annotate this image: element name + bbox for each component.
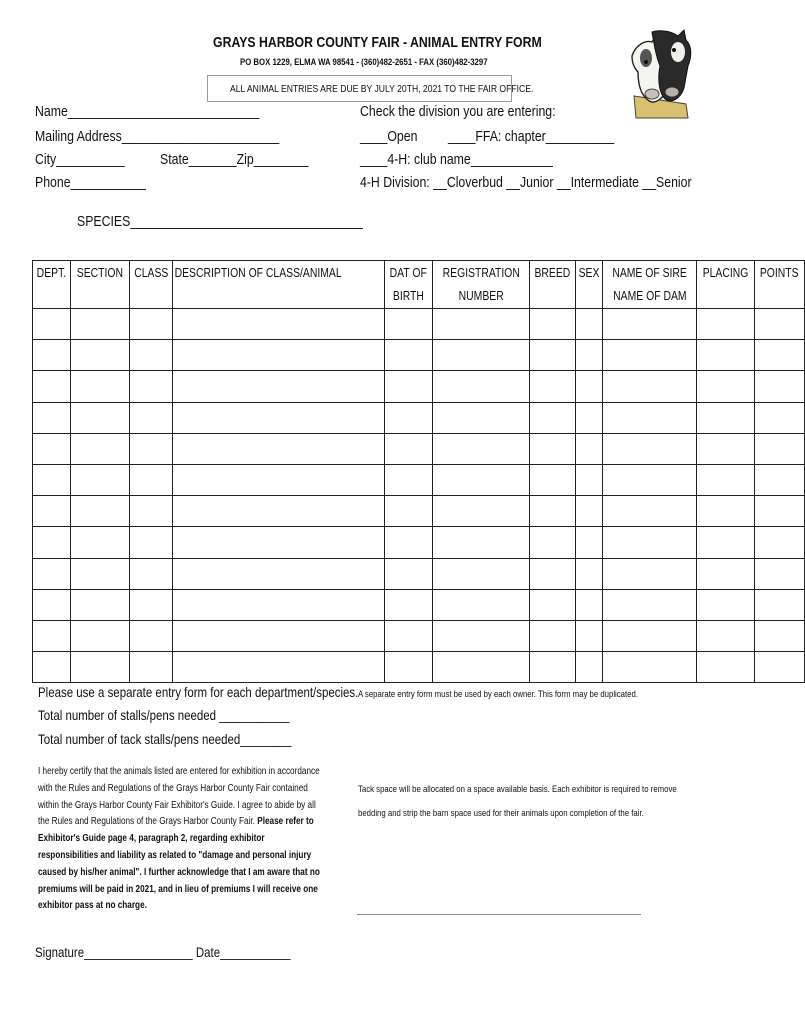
table-row (33, 464, 805, 495)
table-cell[interactable] (33, 309, 71, 340)
table-cell[interactable] (602, 558, 696, 589)
table-cell[interactable] (755, 433, 804, 464)
table-cell[interactable] (173, 309, 385, 340)
division-open[interactable]: ____Open (360, 128, 418, 145)
table-cell[interactable] (755, 620, 804, 651)
table-cell[interactable] (385, 309, 432, 340)
table-row (33, 496, 805, 527)
table-cell[interactable] (697, 340, 755, 371)
column-header (432, 261, 530, 309)
table-cell[interactable] (70, 464, 129, 495)
table-cell[interactable] (129, 652, 173, 683)
table-cell[interactable] (575, 340, 602, 371)
table-cell[interactable] (173, 589, 385, 620)
table-cell[interactable] (432, 433, 530, 464)
certification-bold: Please refer to Exhibitor's Guide page 4, paragraph 2, regarding exhibitor responsibilities and liability as related to "damage and personal injury caused by his/her animal". I further acknowledge that I am aware that no premiums will be paid in 2021, and in lieu of premiums I will receive one exhibitor pass at no charge. (38, 816, 320, 912)
table-cell[interactable] (385, 558, 432, 589)
table-cell[interactable] (755, 309, 804, 340)
column-header (385, 261, 432, 309)
table-cell[interactable] (697, 589, 755, 620)
table-cell[interactable] (129, 464, 173, 495)
column-header (129, 261, 173, 309)
table-cell[interactable] (173, 652, 385, 683)
table-cell[interactable] (530, 620, 576, 651)
table-cell[interactable] (70, 371, 129, 402)
table-cell[interactable] (575, 433, 602, 464)
table-cell[interactable] (575, 527, 602, 558)
column-header-line1: POINTS (759, 265, 799, 280)
table-cell[interactable] (33, 652, 71, 683)
table-cell[interactable] (432, 496, 530, 527)
table-cell[interactable] (575, 652, 602, 683)
deadline-notice: ALL ANIMAL ENTRIES ARE DUE BY JULY 20TH, 2021 TO THE FAIR OFFICE. (230, 84, 534, 95)
column-header (70, 261, 129, 309)
table-cell[interactable] (173, 464, 385, 495)
table-cell[interactable] (70, 340, 129, 371)
table-row (33, 371, 805, 402)
table-cell[interactable] (129, 527, 173, 558)
signature-date-field[interactable]: Signature_________________ Date___________ (35, 944, 291, 960)
table-cell[interactable] (173, 496, 385, 527)
table-cell[interactable] (33, 620, 71, 651)
table-cell[interactable] (602, 340, 696, 371)
table-cell[interactable] (602, 527, 696, 558)
column-header-line1: BREED (534, 265, 571, 280)
table-cell[interactable] (575, 309, 602, 340)
column-header (697, 261, 755, 309)
table-cell[interactable] (70, 433, 129, 464)
table-cell[interactable] (173, 402, 385, 433)
species-field[interactable]: SPECIES__________________________________ (77, 213, 363, 230)
column-header-line1: PLACING (702, 265, 749, 280)
table-row (33, 402, 805, 433)
table-cell[interactable] (697, 527, 755, 558)
table-cell[interactable] (697, 402, 755, 433)
table-cell[interactable] (530, 433, 576, 464)
separate-form-note: Please use a separate entry form for each department/species. (38, 684, 359, 700)
column-header-line2: BIRTH (392, 288, 424, 303)
entry-table (32, 260, 805, 683)
table-cell[interactable] (33, 371, 71, 402)
certification-normal: I hereby certify that the animals listed are entered for exhibition in accordance with the Rules and Regulations of the Grays Harbor County Fair contained within the Grays Harbor County Fair Exhibitor's Guide. I agree to abide by all the Rules and Regulations of the Grays Harbor County Fair. (38, 766, 320, 828)
table-cell[interactable] (70, 652, 129, 683)
table-cell[interactable] (697, 433, 755, 464)
table-cell[interactable] (697, 558, 755, 589)
table-cell[interactable] (129, 589, 173, 620)
table-cell[interactable] (33, 464, 71, 495)
table-cell[interactable] (755, 340, 804, 371)
table-cell[interactable] (755, 496, 804, 527)
table-cell[interactable] (530, 371, 576, 402)
table-cell[interactable] (602, 652, 696, 683)
table-cell[interactable] (697, 371, 755, 402)
table-cell[interactable] (755, 402, 804, 433)
table-cell[interactable] (173, 527, 385, 558)
table-cell[interactable] (129, 309, 173, 340)
table-cell[interactable] (385, 433, 432, 464)
form-title: GRAYS HARBOR COUNTY FAIR - ANIMAL ENTRY FORM (213, 34, 542, 51)
table-cell[interactable] (173, 558, 385, 589)
table-cell[interactable] (530, 589, 576, 620)
table-cell[interactable] (129, 620, 173, 651)
table-cell[interactable] (385, 340, 432, 371)
division-ffa[interactable]: ____FFA: chapter__________ (448, 128, 615, 145)
column-header-line1: CLASS (133, 265, 169, 280)
table-cell[interactable] (530, 402, 576, 433)
table-cell[interactable] (173, 433, 385, 464)
table-cell[interactable] (173, 340, 385, 371)
table-cell[interactable] (602, 402, 696, 433)
table-cell[interactable] (432, 309, 530, 340)
column-header (602, 261, 696, 309)
table-row (33, 340, 805, 371)
table-cell[interactable] (33, 433, 71, 464)
stalls-field[interactable]: Total number of stalls/pens needed ___________ (38, 707, 290, 723)
table-cell[interactable] (432, 589, 530, 620)
table-cell[interactable] (173, 371, 385, 402)
table-cell[interactable] (129, 402, 173, 433)
table-cell[interactable] (530, 527, 576, 558)
table-cell[interactable] (385, 371, 432, 402)
cow-heads-icon (630, 26, 692, 120)
division-heading: Check the division you are entering: (360, 103, 556, 120)
signature-line (357, 914, 641, 915)
table-cell[interactable] (129, 558, 173, 589)
table-cell[interactable] (755, 652, 804, 683)
division-4h-club[interactable]: ____4-H: club name____________ (360, 151, 553, 168)
table-cell[interactable] (602, 371, 696, 402)
table-cell[interactable] (755, 558, 804, 589)
state-zip-field[interactable]: State_______Zip________ (160, 151, 309, 168)
table-cell[interactable] (575, 371, 602, 402)
table-cell[interactable] (602, 620, 696, 651)
table-cell[interactable] (129, 371, 173, 402)
table-cell[interactable] (33, 527, 71, 558)
column-header-line2: NAME OF DAM (612, 288, 687, 303)
column-header (173, 261, 385, 309)
table-cell[interactable] (755, 527, 804, 558)
separate-owner-note: A separate entry form must be used by each owner. This form may be duplicated. (358, 689, 639, 700)
table-cell[interactable] (432, 558, 530, 589)
mailing-address-field[interactable]: Mailing Address_______________________ (35, 128, 280, 145)
table-cell[interactable] (697, 620, 755, 651)
table-cell[interactable] (575, 402, 602, 433)
table-row (33, 620, 805, 651)
table-cell[interactable] (385, 652, 432, 683)
column-header (575, 261, 602, 309)
name-field[interactable]: Name____________________________ (35, 103, 260, 120)
column-header (755, 261, 804, 309)
tack-space-note-1: Tack space will be allocated on a space available basis. Each exhibitor is required to remove (358, 784, 677, 795)
table-cell[interactable] (432, 620, 530, 651)
table-cell[interactable] (530, 652, 576, 683)
table-cell[interactable] (530, 309, 576, 340)
table-row (33, 433, 805, 464)
table-cell[interactable] (432, 464, 530, 495)
table-cell[interactable] (530, 464, 576, 495)
table-cell[interactable] (33, 340, 71, 371)
table-cell[interactable] (385, 527, 432, 558)
table-cell[interactable] (575, 496, 602, 527)
table-cell[interactable] (385, 464, 432, 495)
column-header (530, 261, 576, 309)
column-header-line1: SECTION (76, 265, 123, 280)
table-cell[interactable] (33, 589, 71, 620)
tack-stalls-field[interactable]: Total number of tack stalls/pens needed________ (38, 731, 292, 747)
table-cell[interactable] (602, 309, 696, 340)
table-cell[interactable] (129, 496, 173, 527)
table-cell[interactable] (385, 620, 432, 651)
table-cell[interactable] (70, 402, 129, 433)
table-cell[interactable] (575, 558, 602, 589)
tack-space-note-2: bedding and strip the barn space used for their animals upon completion of the fair. (358, 808, 644, 819)
table-cell[interactable] (432, 652, 530, 683)
table-cell[interactable] (575, 620, 602, 651)
table-cell[interactable] (129, 340, 173, 371)
table-cell[interactable] (755, 589, 804, 620)
column-header-line1: NAME OF SIRE (612, 265, 687, 280)
certification-text (38, 764, 321, 915)
table-cell[interactable] (697, 464, 755, 495)
table-cell[interactable] (530, 558, 576, 589)
table-row (33, 589, 805, 620)
table-row (33, 652, 805, 683)
column-header-line1: REGISTRATION (442, 265, 520, 280)
table-cell[interactable] (33, 558, 71, 589)
table-cell[interactable] (432, 340, 530, 371)
table-cell[interactable] (602, 464, 696, 495)
table-row (33, 527, 805, 558)
division-4h-level[interactable]: 4-H Division: __Cloverbud __Junior __Intermediate __Senior (360, 174, 692, 191)
table-cell[interactable] (33, 496, 71, 527)
table-cell[interactable] (70, 558, 129, 589)
table-cell[interactable] (173, 620, 385, 651)
table-cell[interactable] (432, 402, 530, 433)
table-cell[interactable] (602, 433, 696, 464)
table-cell[interactable] (697, 652, 755, 683)
fair-address: PO BOX 1229, ELMA WA 98541 - (360)482-2651 - FAX (360)482-3297 (240, 57, 488, 68)
table-cell[interactable] (530, 496, 576, 527)
column-header-line1: DAT OF (389, 265, 427, 280)
table-cell[interactable] (385, 402, 432, 433)
table-cell[interactable] (755, 371, 804, 402)
table-header-row (33, 261, 805, 309)
table-cell[interactable] (70, 527, 129, 558)
city-field[interactable]: City__________ (35, 151, 125, 168)
table-cell[interactable] (432, 371, 530, 402)
table-cell[interactable] (33, 402, 71, 433)
table-cell[interactable] (697, 309, 755, 340)
table-cell[interactable] (70, 496, 129, 527)
table-cell[interactable] (129, 433, 173, 464)
table-cell[interactable] (602, 589, 696, 620)
table-cell[interactable] (575, 589, 602, 620)
column-header-line2: NUMBER (458, 288, 504, 303)
table-cell[interactable] (385, 496, 432, 527)
phone-field[interactable]: Phone___________ (35, 174, 146, 191)
table-cell[interactable] (432, 527, 530, 558)
table-cell[interactable] (697, 496, 755, 527)
table-row (33, 309, 805, 340)
table-cell[interactable] (70, 589, 129, 620)
table-cell[interactable] (70, 620, 129, 651)
column-header (33, 261, 71, 309)
table-row (33, 558, 805, 589)
table-cell[interactable] (385, 589, 432, 620)
table-cell[interactable] (602, 496, 696, 527)
table-cell[interactable] (530, 340, 576, 371)
table-cell[interactable] (70, 309, 129, 340)
table-cell[interactable] (575, 464, 602, 495)
column-header-line1: SEX (578, 265, 600, 280)
column-header-line1: DEPT. (36, 265, 67, 280)
column-header-line1: DESCRIPTION OF CLASS/ANIMAL (174, 265, 342, 280)
table-cell[interactable] (755, 464, 804, 495)
